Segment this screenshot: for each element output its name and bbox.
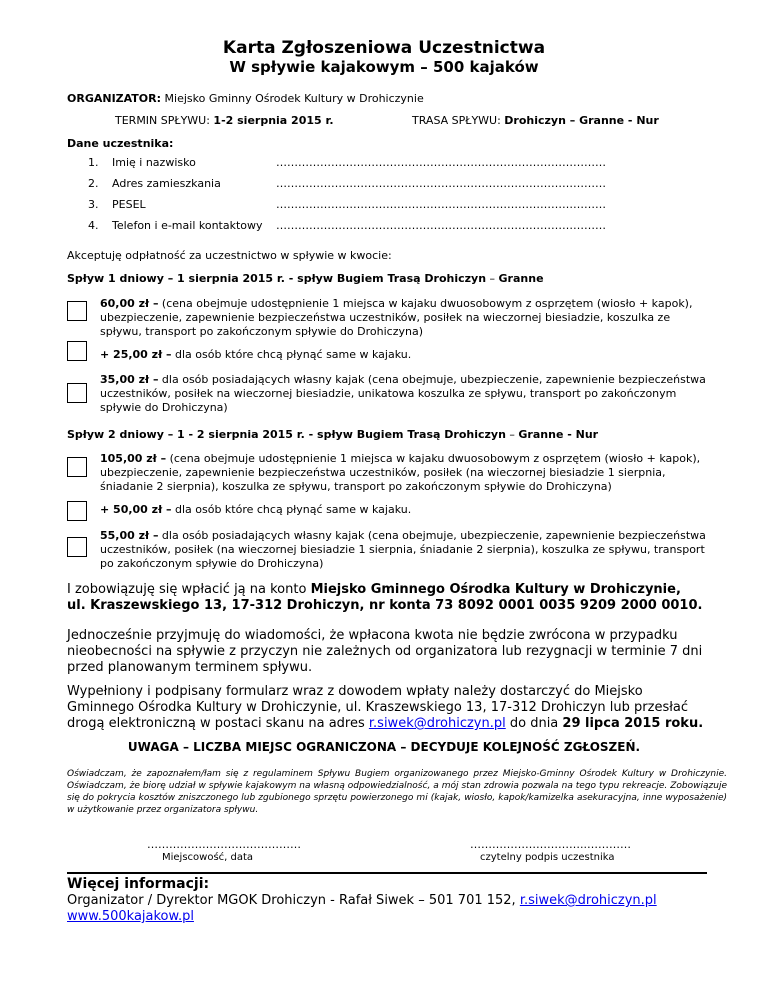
s1-option3-desc: dla osób posiadających własny kajak (cena obejmuje, ubezpieczenie, zapewnienie bezpieczeństwa uczestników, posiłek na wieczornej biesiadzie, unikatowa koszulka ze spływu, transport po zakończonym spływie do Drohiczyna) <box>100 373 706 414</box>
more-info-contact: Organizator / Dyrektor MGOK Drohiczyn - Rafał Siwek – 501 701 152, <box>67 893 520 908</box>
section2-heading <box>67 428 598 441</box>
divider <box>67 872 707 874</box>
organizer-line <box>67 92 424 105</box>
term-value: 1-2 sierpnia 2015 r. <box>213 114 334 127</box>
term-line <box>115 114 334 127</box>
warning-text: UWAGA – LICZBA MIEJSC OGRANICZONA – DECYDUJE KOLEJNOŚĆ ZGŁOSZEŃ. <box>127 740 641 754</box>
more-info-line <box>67 893 657 908</box>
s2-option2-desc: dla osób które chcą płynąć same w kajaku. <box>171 503 412 516</box>
section1-heading-end: Granne <box>498 272 544 285</box>
field-num-4: 4. <box>88 219 99 232</box>
field-contact-input[interactable]: ……………………………………………………………………………… <box>276 219 606 232</box>
s1-option2-price: + 25,00 zł – <box>100 348 172 361</box>
field-label-address: Adres zamieszkania <box>112 177 221 190</box>
s2-option3-desc: dla osób posiadających własny kajak (cena obejmuje, ubezpieczenie, zapewnienie bezpieczeństwa uczestników, posiłek (na wieczornej biesiadzie 1 sierpnia, śniadanie 2 sierpnia), koszulka ze spływu, transport po zakończonym spływie do Drohiczyna) <box>100 529 706 570</box>
organizer-value: Miejsko Gminny Ośrodek Kultury w Drohiczynie <box>161 92 424 105</box>
checkbox-s2-option3[interactable] <box>67 537 87 557</box>
refund-text: Jednocześnie przyjmuję do wiadomości, że wpłacona kwota nie będzie zwrócona w przypadku nieobecności na spływie z przyczyn nie zależnych od organizatora lub rezygnacji w terminie 7 dni przed planowanym terminem spływu. <box>67 628 703 675</box>
place-date-dots[interactable]: …………………………………… <box>147 838 301 851</box>
field-name-input[interactable]: ……………………………………………………………………………… <box>276 156 606 169</box>
s1-option3-text <box>100 373 710 415</box>
payment-account: ul. Kraszewskiego 13, 17-312 Drohiczyn, nr konta 73 8092 0001 0035 9209 2000 0010. <box>67 598 703 613</box>
submit-deadline: 29 lipca 2015 roku. <box>562 716 704 731</box>
section1-heading-main: Spływ 1 dniowy – 1 sierpnia 2015 r. - spływ Bugiem Trasą Drohiczyn <box>67 272 487 285</box>
s2-option2-price: + 50,00 zł – <box>100 503 172 516</box>
submit-text-main: Wypełniony i podpisany formularz wraz z dowodem wpłaty należy dostarczyć do Miejsko Gminnego Ośrodka Kultury w Drohiczynie, ul. Kraszewskiego 13, 17-312 Drohiczyn lub przesłać drogą elektroniczną w postaci skanu na adres <box>67 684 689 731</box>
route-line <box>412 114 659 127</box>
signature-dots[interactable]: …………………………..………… <box>470 838 631 851</box>
s1-option1-desc: (cena obejmuje udostępnienie 1 miejsca w kajaku dwuosobowym z osprzętem (wiosło + kapok), ubezpieczenie, zapewnienie bezpieczeństwa uczestników, posiłek na wieczornej biesiadzie, koszulka ze spływu, transport po zakończonym spływie do Drohiczyna) <box>100 297 693 338</box>
section2-heading-main: Spływ 2 dniowy – 1 - 2 sierpnia 2015 r. - spływ Bugiem Trasą Drohiczyn <box>67 428 506 441</box>
term-label: TERMIN SPŁYWU: <box>115 114 214 127</box>
organizer-label: ORGANIZATOR: <box>67 92 162 105</box>
checkbox-s1-option1[interactable] <box>67 301 87 321</box>
route-label: TRASA SPŁYWU: <box>412 114 505 127</box>
checkbox-s1-option2[interactable] <box>67 341 87 361</box>
place-date-label: Miejscowość, data <box>162 852 254 863</box>
submit-text-until: do dnia <box>505 716 563 731</box>
statement-text: Oświadczam, że zapoznałem/łam się z regulaminem Spływu Bugiem organizowanego przez Miejsko-Gminny Ośrodek Kultury w Drohiczynie. Oświadczam, że biorę udział w spływie kajakowym na własną odpowiedzialność, a mój stan zdrowia pozwala na tego typu rekreacje. Zobowiązuje się do pokrycia kosztów zniszczonego lub zgubionego sprzętu powierzonego mi (kajak, wiosło, kapok/kamizelka asekuracyjna, inne wyposażenie) w użytkowanie przez organizatora spływu. <box>67 769 727 815</box>
payment-intro: I zobowiązuję się wpłacić ją na konto <box>67 582 311 597</box>
s2-option3-text <box>100 529 710 571</box>
section1-heading <box>67 272 544 285</box>
field-label-name: Imię i nazwisko <box>112 156 196 169</box>
s2-option2-text <box>100 503 710 517</box>
more-info-heading: Więcej informacji: <box>67 876 210 892</box>
field-num-1: 1. <box>88 156 99 169</box>
website-link[interactable]: www.500kajakow.pl <box>67 909 194 924</box>
field-label-contact: Telefon i e-mail kontaktowy <box>112 219 263 232</box>
submit-email-link[interactable]: r.siwek@drohiczyn.pl <box>368 716 506 731</box>
section1-heading-dash: – <box>486 272 499 285</box>
payment-recipient: Miejsko Gminnego Ośrodka Kultury w Drohiczynie, <box>310 582 681 597</box>
section2-heading-dash: – <box>505 428 519 441</box>
accept-text: Akceptuję odpłatność za uczestnictwo w spływie w kwocie: <box>67 249 392 262</box>
s1-option1-price: 60,00 zł – <box>100 297 159 310</box>
checkbox-s2-option2[interactable] <box>67 501 87 521</box>
field-pesel-input[interactable]: ……………………………………………………………………………… <box>276 198 606 211</box>
s2-option1-desc: (cena obejmuje udostępnienie 1 miejsca w kajaku dwuosobowym z osprzętem (wiosło + kapok), ubezpieczenie, zapewnienie bezpieczeństwa uczestników, posiłek (na wieczornej biesiadzie 1 sierpnia, śniadanie 2 sierpnia), koszulka ze spływu, transport po zakończonym spływie do Drohiczyna) <box>100 452 701 493</box>
form-subtitle: W spływie kajakowym – 500 kajaków <box>229 58 539 76</box>
more-info-email-link[interactable]: r.siwek@drohiczyn.pl <box>519 893 657 908</box>
more-info-website-row <box>67 909 194 924</box>
field-num-2: 2. <box>88 177 99 190</box>
field-address-input[interactable]: ……………………………………………………………………………… <box>276 177 606 190</box>
s2-option1-price: 105,00 zł – <box>100 452 167 465</box>
s1-option1-text <box>100 297 710 339</box>
route-value: Drohiczyn – Granne - Nur <box>504 114 659 127</box>
field-num-3: 3. <box>88 198 99 211</box>
form-title: Karta Zgłoszeniowa Uczestnictwa <box>222 38 546 58</box>
field-label-pesel: PESEL <box>112 198 146 211</box>
s2-option3-price: 55,00 zł – <box>100 529 159 542</box>
submit-text <box>67 684 707 732</box>
s1-option2-text <box>100 348 710 362</box>
s1-option2-desc: dla osób które chcą płynąć same w kajaku. <box>171 348 412 361</box>
payment-text <box>67 582 707 614</box>
checkbox-s2-option1[interactable] <box>67 457 87 477</box>
checkbox-s1-option3[interactable] <box>67 383 87 403</box>
s1-option3-price: 35,00 zł – <box>100 373 159 386</box>
signature-label: czytelny podpis uczestnika <box>480 852 615 863</box>
s2-option1-text <box>100 452 710 494</box>
participant-heading: Dane uczestnika: <box>67 137 174 150</box>
section2-heading-end: Granne - Nur <box>518 428 599 441</box>
